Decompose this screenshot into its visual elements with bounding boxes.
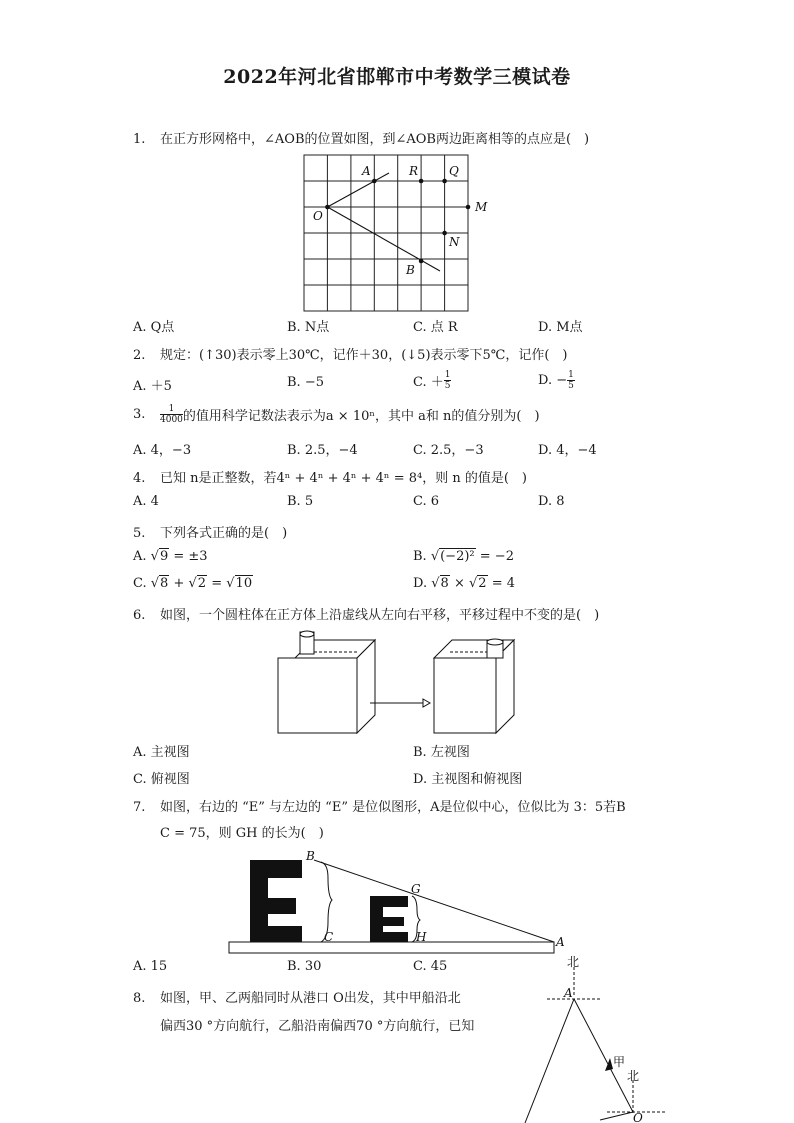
q8-bearing-figure: [515, 955, 670, 1123]
q2-option-c[interactable]: C. ＋ $\frac{1}{5}$: [413, 370, 451, 391]
q3-option-d[interactable]: D. 4，−4: [538, 443, 597, 458]
question-text-line1: 如图，右边的 “E” 与左边的 “E” 是位似图形，A是位似中心，位似比为 3：5若B: [160, 800, 626, 815]
question-text: 的值用科学记数法表示为a × 10ⁿ，其中 a和 n的值分别为( ): [182, 409, 540, 424]
question-5: [133, 522, 287, 541]
label-o: O: [313, 209, 323, 223]
label-r: R: [409, 164, 419, 178]
frac-denominator: 5: [568, 381, 574, 391]
label-a: A: [362, 164, 371, 178]
q4-option-d[interactable]: D. 8: [538, 494, 565, 509]
label-jia: 甲: [613, 1055, 626, 1069]
q6-option-d[interactable]: D. 主视图和俯视图: [413, 772, 523, 787]
q6-cube-figure: [270, 630, 530, 740]
frac-denominator: 5: [444, 381, 451, 391]
question-3: [133, 404, 540, 425]
q1-option-b[interactable]: B. N点: [287, 320, 330, 335]
question-text: 在正方形网格中，∠AOB的位置如图，到∠AOB两边距离相等的点应是( ): [160, 132, 590, 147]
q3-option-b[interactable]: B. 2.5，−4: [287, 443, 358, 458]
question-number: 5.: [133, 526, 146, 541]
q1-option-c[interactable]: C. 点 R: [413, 320, 458, 335]
question-number: 8.: [133, 991, 146, 1006]
q6-option-a[interactable]: A. 主视图: [133, 745, 190, 760]
q4-option-c[interactable]: C. 6: [413, 494, 440, 509]
label-h: H: [416, 930, 427, 944]
frac-numerator: 1: [568, 370, 574, 380]
frac-numerator: 1: [444, 370, 451, 380]
label-m: M: [475, 200, 488, 214]
ray-oa: [327, 173, 389, 207]
question-text-line1: 如图，甲、乙两船同时从港口 O出发，其中甲船沿北: [160, 991, 461, 1006]
q3-option-a[interactable]: A. 4，−3: [133, 443, 192, 458]
question-number: 7.: [133, 800, 146, 815]
label-a: A: [564, 986, 573, 1000]
frac-numerator: 1: [160, 404, 183, 415]
q4-option-a[interactable]: A. 4: [133, 494, 159, 509]
label-o: O: [633, 1111, 643, 1123]
q5-option-b[interactable]: B. √(−2)² = −2: [413, 549, 514, 564]
q7-option-b[interactable]: B. 30: [287, 959, 322, 974]
question-text: 下列各式正确的是( ): [160, 526, 288, 541]
label-q: Q: [449, 164, 459, 178]
q5-option-d[interactable]: D. √8 × √2 = 4: [413, 576, 515, 591]
q1-option-d[interactable]: D. M点: [538, 320, 583, 335]
question-number: 6.: [133, 608, 146, 623]
label-b: B: [406, 263, 415, 277]
q1-option-a[interactable]: A. Q点: [133, 320, 175, 335]
label-n: N: [449, 235, 460, 249]
page-title: 2022年河北省邯郸市中考数学三模试卷: [223, 66, 571, 88]
question-text: 规定：(↑30)表示零上30℃，记作＋30，(↓5)表示零下5℃，记作( ): [160, 348, 568, 363]
question-6: [133, 604, 599, 623]
question-2: [133, 344, 567, 363]
question-7: [133, 796, 626, 815]
q6-option-c[interactable]: C. 俯视图: [133, 772, 190, 787]
question-8: [133, 987, 461, 1006]
label-a: A: [556, 935, 565, 949]
question-8-line2: 偏西30 °方向航行，乙船沿南偏西70 °方向航行，已知: [160, 1019, 475, 1034]
question-number: 4.: [133, 471, 146, 486]
label-north-bottom: 北: [627, 1069, 640, 1083]
q4-option-b[interactable]: B. 5: [287, 494, 314, 509]
q2-option-a[interactable]: A. ＋5: [133, 379, 172, 394]
q5-option-a[interactable]: A. √9 = ±3: [133, 549, 208, 564]
label-c: C: [324, 930, 334, 944]
label-g: G: [411, 882, 421, 896]
question-number: 2.: [133, 348, 146, 363]
q6-option-b[interactable]: B. 左视图: [413, 745, 470, 760]
question-7-line2: C = 75，则 GH 的长为( ): [160, 826, 324, 841]
question-number: 3.: [133, 407, 146, 422]
question-text: 如图，一个圆柱体在正方体上沿虚线从左向右平移，平移过程中不变的是( ): [160, 608, 600, 623]
q7-option-a[interactable]: A. 15: [133, 959, 168, 974]
label-b: B: [306, 849, 315, 863]
question-text: 已知 n是正整数，若4ⁿ + 4ⁿ + 4ⁿ + 4ⁿ = 8⁴，则 n 的值是( ): [160, 471, 527, 486]
frac-denominator: 4000: [160, 415, 183, 425]
q2-option-d[interactable]: D. − $\frac{1}{5}$: [538, 370, 574, 391]
question-4: [133, 467, 527, 486]
q2-option-b[interactable]: B. −5: [287, 375, 324, 390]
question-number: 1.: [133, 132, 146, 147]
q7-option-c[interactable]: C. 45: [413, 959, 448, 974]
q5-option-c[interactable]: C. √8 + √2 = √10: [133, 576, 253, 591]
q3-option-c[interactable]: C. 2.5，−3: [413, 443, 484, 458]
label-north-top: 北: [567, 955, 580, 969]
question-1: [133, 128, 589, 147]
q7-e-figure: [226, 848, 571, 958]
q1-grid-figure: [295, 150, 500, 315]
